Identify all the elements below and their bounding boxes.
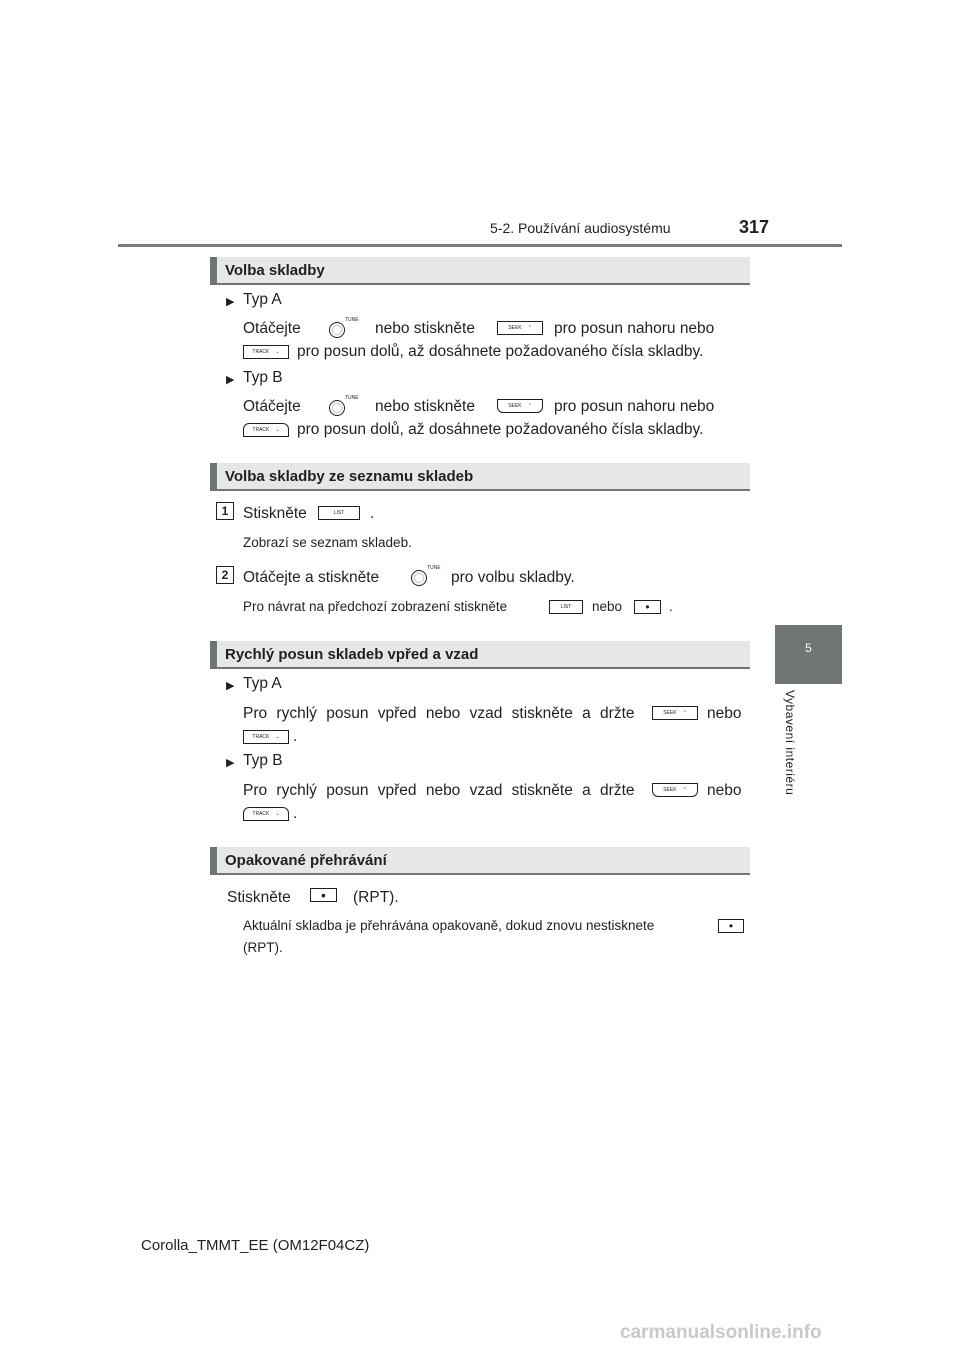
track-button-icon: TRACK ⌄ xyxy=(243,730,289,744)
section-title: Volba skladby xyxy=(225,262,325,279)
step-number-2: 2 xyxy=(216,566,234,584)
instruction-text: pro posun dolů, až dosáhnete požadovaného čísla skladby. xyxy=(297,421,704,438)
seek-button-icon: SEEK ⌃ xyxy=(497,321,543,335)
instruction-text: nebo stiskněte xyxy=(375,320,475,337)
instruction-text: nebo xyxy=(707,782,742,799)
step-text: Otáčejte a stiskněte xyxy=(243,569,380,586)
track-button-icon: TRACK ⌄ xyxy=(243,423,289,437)
instruction-text: nebo stiskněte xyxy=(375,398,475,415)
knob-label: TUNE xyxy=(427,565,441,571)
step-number-1: 1 xyxy=(216,502,234,520)
step-text: . xyxy=(370,505,375,522)
instruction-text: pro posun dolů, až dosáhnete požadovaného čísla skladby. xyxy=(297,343,704,360)
section-title: Rychlý posun skladeb vpřed a vzad xyxy=(225,646,479,663)
seek-button-icon: SEEK ⌃ xyxy=(652,783,698,797)
knob-label: TUNE xyxy=(345,395,359,401)
note-text: Aktuální skladba je přehrávána opakovaně, dokud znovu nestisknete xyxy=(243,918,655,933)
step-text: pro volbu skladby. xyxy=(451,569,575,586)
header-rule xyxy=(118,244,842,247)
tune-knob-icon xyxy=(329,400,345,416)
section-title: Volba skladby ze seznamu skladeb xyxy=(225,468,474,485)
section-bar-opakovane-prehravani xyxy=(210,847,750,875)
triangle-bullet-icon: ▶ xyxy=(226,296,235,308)
section-bar-volba-ze-seznamu xyxy=(210,463,750,491)
instruction-text: Otáčejte xyxy=(243,320,301,337)
tune-knob-icon xyxy=(329,322,345,338)
triangle-bullet-icon: ▶ xyxy=(226,374,235,386)
step-note: Pro návrat na předchozí zobrazení stiskněte xyxy=(243,599,508,614)
instruction-text: . xyxy=(293,805,298,822)
step-note: nebo xyxy=(592,599,623,614)
typ-a-label: Typ A xyxy=(243,675,282,692)
rpt-button-icon: • xyxy=(310,888,337,902)
section-bar-volba-skladby xyxy=(210,257,750,285)
instruction-text: . xyxy=(293,728,298,745)
seek-button-icon: SEEK ⌃ xyxy=(652,706,698,720)
track-button-icon: TRACK ⌄ xyxy=(243,345,289,359)
header-section-title: 5-2. Používání audiosystému xyxy=(490,220,671,236)
instruction-text: pro posun nahoru nebo xyxy=(554,398,715,415)
instruction-text: Otáčejte xyxy=(243,398,301,415)
step-note: Zobrazí se seznam skladeb. xyxy=(243,535,412,550)
instruction-text: (RPT). xyxy=(353,889,399,906)
instruction-text: Pro rychlý posun vpřed nebo vzad stiskněte a držte xyxy=(243,782,635,799)
instruction-text: Stiskněte xyxy=(227,889,291,906)
typ-b-label: Typ B xyxy=(243,369,283,386)
triangle-bullet-icon: ▶ xyxy=(226,680,235,692)
list-button-icon: LIST xyxy=(549,600,583,614)
chapter-number: 5 xyxy=(805,641,812,655)
instruction-text: nebo xyxy=(707,705,742,722)
rpt-button-icon: • xyxy=(718,919,744,933)
section-title: Opakované přehrávání xyxy=(225,852,387,869)
step-note: . xyxy=(669,599,673,614)
document-footer: Corolla_TMMT_EE (OM12F04CZ) xyxy=(141,1237,370,1254)
seek-button-icon: SEEK ⌃ xyxy=(497,399,543,413)
typ-a-label: Typ A xyxy=(243,291,282,308)
section-bar-rychly-posun xyxy=(210,641,750,669)
instruction-text: Pro rychlý posun vpřed nebo vzad stiskněte a držte xyxy=(243,705,635,722)
rpt-button-icon: • xyxy=(634,600,661,614)
step-text: Stiskněte xyxy=(243,505,307,522)
typ-b-label: Typ B xyxy=(243,752,283,769)
triangle-bullet-icon: ▶ xyxy=(226,757,235,769)
list-button-icon: LIST xyxy=(318,506,360,520)
chapter-label: Vybavení interiéru xyxy=(783,690,797,796)
knob-label: TUNE xyxy=(345,317,359,323)
watermark: carmanualsonline.info xyxy=(620,1322,822,1343)
tune-knob-icon xyxy=(411,570,427,586)
track-button-icon: TRACK ⌄ xyxy=(243,807,289,821)
note-text: (RPT). xyxy=(243,940,283,955)
instruction-text: pro posun nahoru nebo xyxy=(554,320,715,337)
page-number: 317 xyxy=(739,217,770,237)
